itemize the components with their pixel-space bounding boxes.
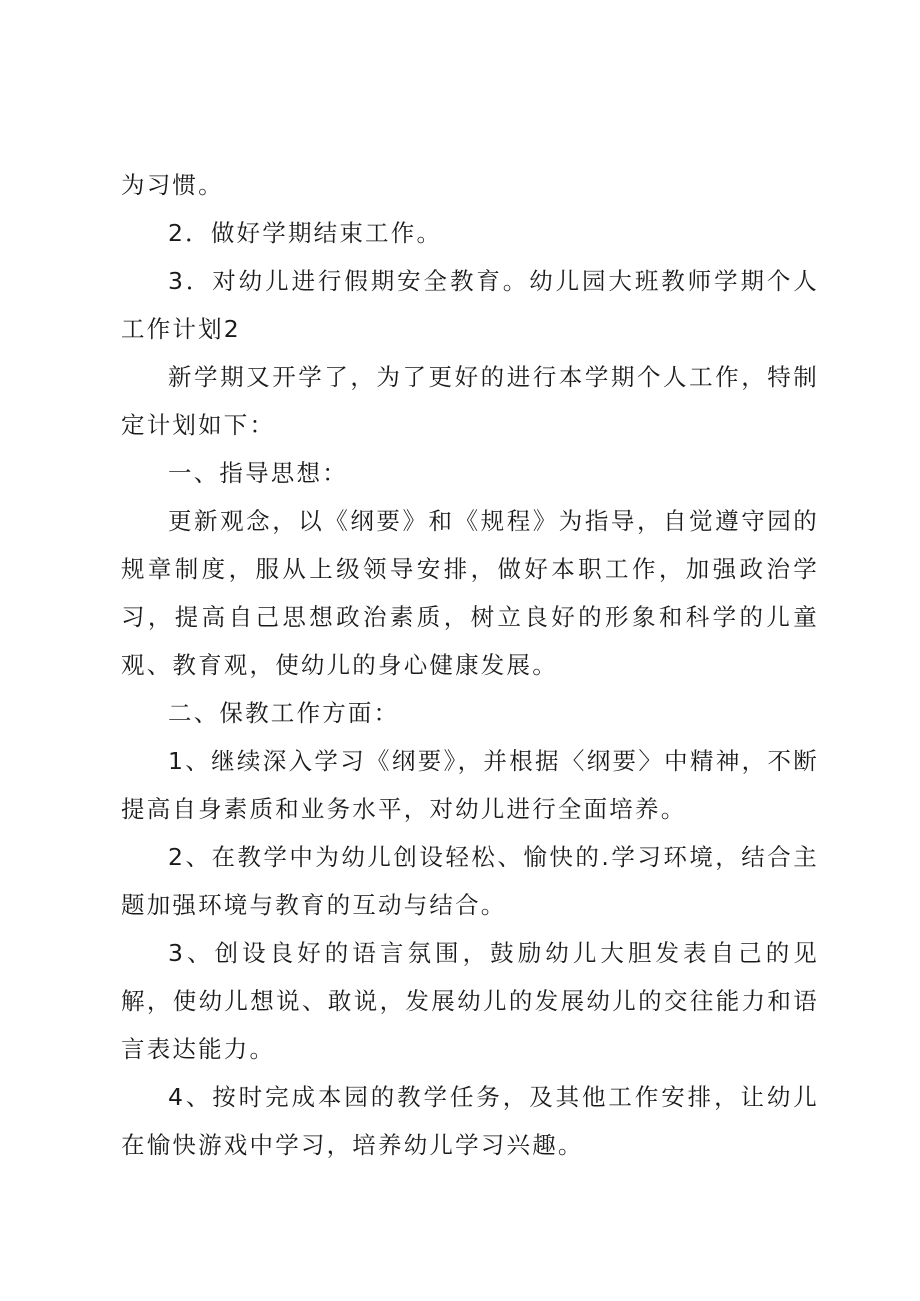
document-body bbox=[121, 161, 819, 1169]
paragraph-item-3-holiday-safety: 3．对幼儿进行假期安全教育。幼儿园大班教师学期个人工作计划2 bbox=[121, 267, 819, 343]
paragraph-item-2-end-of-term: 2．做好学期结束工作。 bbox=[168, 219, 443, 247]
section-heading-guiding-ideology: 一、指导思想： bbox=[168, 459, 348, 487]
paragraph-guiding-ideology: 更新观念，以《纲要》和《规程》为指导，自觉遵守园的规章制度，服从上级领导安排，做好本职工作，加强政治学习，提高自己思想政治素质，树立良好的形象和科学的儿童观、教育观，使幼儿的身心健康发展。 bbox=[121, 507, 819, 679]
paragraph-continuation: 为习惯。 bbox=[121, 171, 224, 199]
paragraph-teaching-item-1: 1、继续深入学习《纲要》，并根据〈纲要〉中精神，不断提高自身素质和业务水平，对幼儿进行全面培养。 bbox=[121, 747, 819, 823]
paragraph-teaching-item-3: 3、创设良好的语言氛围，鼓励幼儿大胆发表自己的见解，使幼儿想说、敢说，发展幼儿的发展幼儿的交往能力和语言表达能力。 bbox=[121, 939, 819, 1063]
section-heading-teaching-work: 二、保教工作方面： bbox=[168, 699, 400, 727]
paragraph-teaching-item-2: 2、在教学中为幼儿创设轻松、愉快的.学习环境，结合主题加强环境与教育的互动与结合。 bbox=[121, 843, 819, 919]
paragraph-teaching-item-4: 4、按时完成本园的教学任务，及其他工作安排，让幼儿在愉快游戏中学习，培养幼儿学习兴趣。 bbox=[121, 1083, 819, 1159]
paragraph-intro: 新学期又开学了，为了更好的进行本学期个人工作，特制定计划如下： bbox=[121, 363, 819, 439]
